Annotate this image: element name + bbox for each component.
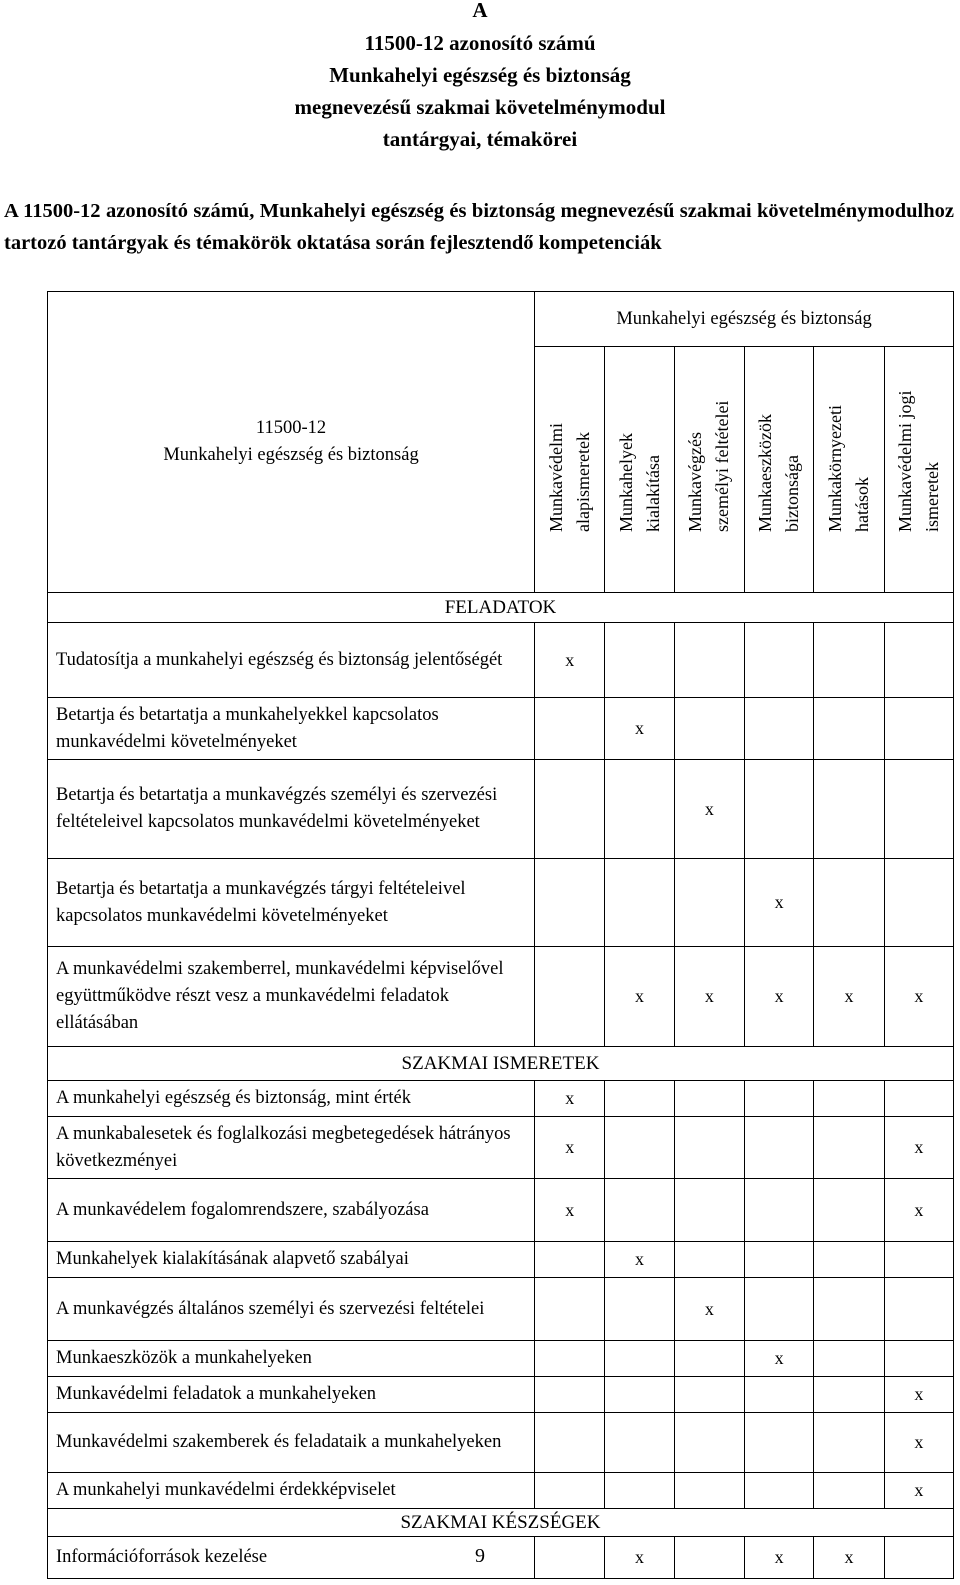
mark-cell <box>814 1341 884 1377</box>
mark-cell <box>745 623 814 698</box>
column-header-line: Munkavégzés <box>685 432 706 532</box>
mark-cell <box>814 1473 884 1509</box>
mark-cell: x <box>884 1473 953 1509</box>
mark-cell <box>884 760 953 859</box>
title-line-1: 11500-12 azonosító számú <box>364 31 596 55</box>
column-header-6 <box>884 347 953 593</box>
column-header-text <box>543 423 597 532</box>
title-line-3: megnevezésű szakmai követelménymodul <box>294 95 666 119</box>
mark-cell <box>745 1377 814 1413</box>
mark-cell <box>745 1081 814 1117</box>
mark-cell: x <box>745 1537 814 1579</box>
mark-cell <box>814 760 884 859</box>
row-label: Információforrások kezelése <box>48 1537 535 1579</box>
module-header-cell <box>48 292 535 593</box>
title-line-4: tantárgyai, témakörei <box>382 127 578 151</box>
mark-cell <box>884 1081 953 1117</box>
table-row <box>48 947 954 1047</box>
mark-cell: x <box>674 1278 744 1341</box>
mark-cell <box>674 623 744 698</box>
mark-cell <box>814 1117 884 1179</box>
mark-cell <box>535 947 605 1047</box>
column-header-line: hatások <box>851 477 872 532</box>
header-group-row <box>48 292 954 347</box>
intro-paragraph: A 11500-12 azonosító számú, Munkahelyi egészség és biztonság megnevezésű szakmai követelménymodulhoz tartozó tantárgyak és témakörök oktatása során fejlesztendő kompetenciák <box>4 200 954 254</box>
row-label: Munkavédelmi feladatok a munkahelyeken <box>48 1377 535 1413</box>
mark-cell <box>814 698 884 760</box>
table-row <box>48 760 954 859</box>
document-title <box>0 27 960 155</box>
mark-cell <box>674 1179 744 1242</box>
section-header-row <box>48 593 954 623</box>
section-title: SZAKMAI ISMERETEK <box>48 1047 954 1081</box>
mark-cell: x <box>605 698 674 760</box>
table-row <box>48 1278 954 1341</box>
module-code: 11500-12 <box>255 418 327 438</box>
table-row <box>48 698 954 760</box>
mark-cell <box>605 760 674 859</box>
mark-cell <box>884 1278 953 1341</box>
mark-cell <box>535 1341 605 1377</box>
column-header-text <box>682 401 736 532</box>
row-label: Betartja és betartatja a munkavégzés tárgyi feltételeivel kapcsolatos munkavédelmi követelményeket <box>48 859 535 947</box>
column-header-line: Munkavédelmi jogi <box>894 390 915 532</box>
mark-cell <box>884 1242 953 1278</box>
mark-cell <box>814 1413 884 1473</box>
mark-cell: x <box>535 1117 605 1179</box>
mark-cell <box>814 859 884 947</box>
mark-cell: x <box>745 947 814 1047</box>
mark-cell: x <box>535 623 605 698</box>
document-heading <box>0 0 960 26</box>
table-row <box>48 1377 954 1413</box>
mark-cell <box>745 1242 814 1278</box>
mark-cell: x <box>884 1377 953 1413</box>
mark-cell: x <box>535 1179 605 1242</box>
mark-cell <box>674 698 744 760</box>
mark-cell: x <box>884 947 953 1047</box>
mark-cell: x <box>814 947 884 1047</box>
mark-cell <box>745 698 814 760</box>
mark-cell <box>745 1413 814 1473</box>
mark-cell <box>605 859 674 947</box>
mark-cell <box>884 1341 953 1377</box>
row-label: A munkahelyi munkavédelmi érdekképviselet <box>48 1473 535 1509</box>
section-title: FELADATOK <box>48 593 954 623</box>
mark-cell <box>814 1081 884 1117</box>
table-row <box>48 859 954 947</box>
column-header-line: Munkakörnyezeti <box>824 405 845 532</box>
mark-cell <box>814 1242 884 1278</box>
row-label: A munkavédelem fogalomrendszere, szabályozása <box>48 1179 535 1242</box>
mark-cell: x <box>605 1537 674 1579</box>
mark-cell <box>745 1278 814 1341</box>
mark-cell <box>814 623 884 698</box>
mark-cell <box>674 1341 744 1377</box>
table-row <box>48 1413 954 1473</box>
mark-cell: x <box>814 1537 884 1579</box>
mark-cell <box>605 1413 674 1473</box>
mark-cell <box>535 1377 605 1413</box>
mark-cell <box>674 859 744 947</box>
table-row <box>48 1341 954 1377</box>
mark-cell <box>745 1179 814 1242</box>
mark-cell: x <box>605 947 674 1047</box>
competency-table <box>47 291 954 1579</box>
mark-cell <box>605 1081 674 1117</box>
title-line-2: Munkahelyi egészség és biztonság <box>329 63 631 87</box>
mark-cell <box>814 1377 884 1413</box>
mark-cell <box>884 859 953 947</box>
subject-group-header: Munkahelyi egészség és biztonság <box>535 292 954 347</box>
section-header-row <box>48 1509 954 1537</box>
mark-cell <box>884 698 953 760</box>
mark-cell <box>605 1473 674 1509</box>
mark-cell: x <box>674 760 744 859</box>
row-label: Munkavédelmi szakemberek és feladataik a munkahelyeken <box>48 1413 535 1473</box>
mark-cell <box>535 1278 605 1341</box>
table-row <box>48 1179 954 1242</box>
table-row <box>48 1242 954 1278</box>
column-header-line: Munkahelyek <box>615 433 636 532</box>
mark-cell: x <box>884 1117 953 1179</box>
mark-cell <box>674 1081 744 1117</box>
mark-cell <box>535 1413 605 1473</box>
page-number: 9 <box>475 1545 485 1567</box>
mark-cell <box>605 623 674 698</box>
row-label: Munkahelyek kialakításának alapvető szabályai <box>48 1242 535 1278</box>
row-label: Betartja és betartatja a munkahelyekkel kapcsolatos munkavédelmi követelményeket <box>48 698 535 760</box>
mark-cell: x <box>884 1179 953 1242</box>
column-header-line: Munkaeszközök <box>755 414 776 532</box>
section-title: SZAKMAI KÉSZSÉGEK <box>48 1509 954 1537</box>
row-label: Betartja és betartatja a munkavégzés személyi és szervezési feltételeivel kapcsolatos munkavédelmi követelményeket <box>48 760 535 859</box>
column-header-3 <box>674 347 744 593</box>
column-header-line: személyi feltételei <box>712 400 733 532</box>
mark-cell <box>674 1473 744 1509</box>
row-label: A munkahelyi egészség és biztonság, mint érték <box>48 1081 535 1117</box>
column-header-line: kialakítása <box>642 455 663 532</box>
mark-cell <box>674 1377 744 1413</box>
mark-cell <box>535 698 605 760</box>
row-label: A munkavédelmi szakemberrel, munkavédelmi képviselővel együttműködve részt vesz a munkavédelmi feladatok ellátásában <box>48 947 535 1047</box>
column-header-2 <box>605 347 674 593</box>
mark-cell <box>674 1413 744 1473</box>
mark-cell <box>605 1377 674 1413</box>
section-header-row <box>48 1047 954 1081</box>
mark-cell <box>745 1117 814 1179</box>
mark-cell <box>674 1242 744 1278</box>
mark-cell <box>884 623 953 698</box>
mark-cell: x <box>674 947 744 1047</box>
mark-cell <box>814 1179 884 1242</box>
mark-cell <box>745 1473 814 1509</box>
table-row <box>48 1117 954 1179</box>
mark-cell <box>605 1179 674 1242</box>
mark-cell <box>814 1278 884 1341</box>
row-label: A munkabalesetek és foglalkozási megbetegedések hátrányos következményei <box>48 1117 535 1179</box>
column-header-line: Munkavédelmi <box>545 423 566 532</box>
mark-cell <box>605 1341 674 1377</box>
row-label: A munkavégzés általános személyi és szervezési feltételei <box>48 1278 535 1341</box>
mark-cell: x <box>884 1413 953 1473</box>
module-name: Munkahelyi egészség és biztonság <box>163 445 419 465</box>
table-row <box>48 623 954 698</box>
mark-cell: x <box>745 1341 814 1377</box>
mark-cell <box>535 859 605 947</box>
mark-cell <box>674 1117 744 1179</box>
mark-cell <box>535 1473 605 1509</box>
mark-cell: x <box>535 1081 605 1117</box>
mark-cell: x <box>605 1242 674 1278</box>
table-row <box>48 1081 954 1117</box>
mark-cell <box>605 1278 674 1341</box>
column-header-text <box>822 405 876 532</box>
mark-cell <box>745 760 814 859</box>
row-label: Munkaeszközök a munkahelyeken <box>48 1341 535 1377</box>
column-header-4 <box>745 347 814 593</box>
column-header-5 <box>814 347 884 593</box>
column-header-text <box>892 391 946 532</box>
column-header-1 <box>535 347 605 593</box>
mark-cell <box>605 1117 674 1179</box>
column-header-line: ismeretek <box>921 462 942 532</box>
column-header-line: biztonsága <box>782 455 803 532</box>
column-header-text <box>752 414 806 532</box>
heading-letter: A <box>472 0 488 22</box>
mark-cell <box>535 760 605 859</box>
column-header-text <box>613 433 667 532</box>
mark-cell <box>535 1242 605 1278</box>
column-header-line: alapismeretek <box>572 432 593 532</box>
mark-cell: x <box>745 859 814 947</box>
table-row <box>48 1473 954 1509</box>
row-label: Tudatosítja a munkahelyi egészség és biztonság jelentőségét <box>48 623 535 698</box>
